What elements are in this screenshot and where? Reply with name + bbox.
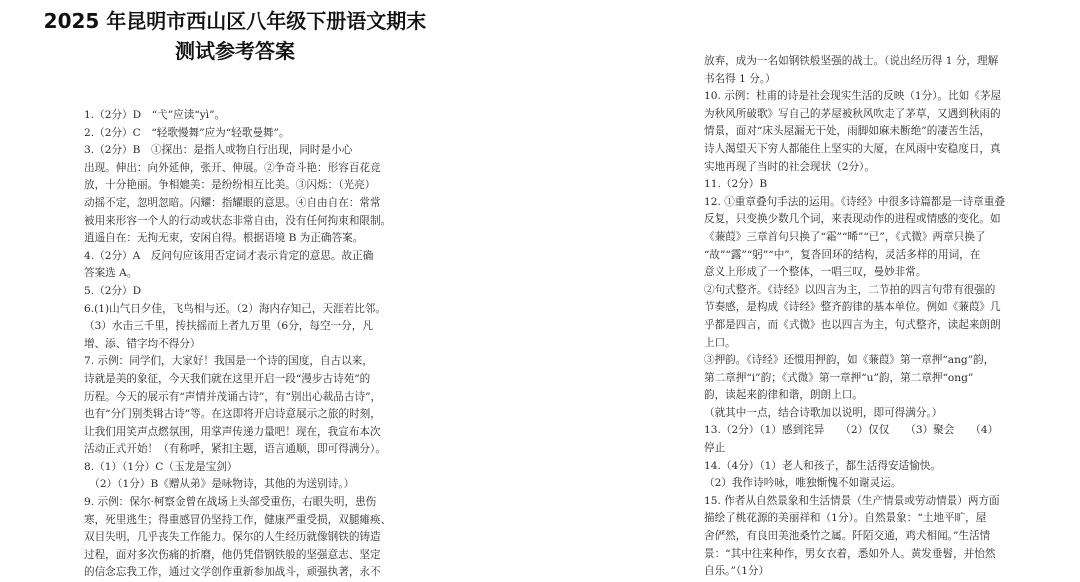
answer-text-line: （3）水击三千里，抟扶摇而上者九万里（6分，每空一分，凡	[84, 320, 373, 333]
answer-text-line: 意义上形成了一个整体，一唱三叹，曼妙非常。	[704, 266, 927, 279]
answer-text-line: 情景，面对“床头屋漏无干处，雨脚如麻未断绝”的凄苦生活，	[704, 125, 991, 138]
answer-text-line: 诗人渴望天下穷人都能住上坚实的大厦，在风雨中安稳度日，真	[704, 142, 1001, 155]
answer-text-line: 为秋风所破歌》写自己的茅屋被秋风吹走了茅草，又遇到秋雨的	[704, 107, 1001, 120]
answer-text-line: （2）我作诗吟咏，唯独惭愧不如谢灵运。	[704, 477, 902, 490]
answer-text-line: 3.（2分）B ①探出：是指人或物自行出现，同时是小心	[84, 144, 353, 157]
answer-text-line: 自乐。”（1分）	[704, 565, 770, 578]
answer-text-line: 诗就是美的象征，今天我们就在这里开启一段“漫步古诗苑”的	[84, 372, 371, 385]
answer-text-line: 增、添、错字均不得分）	[84, 337, 201, 350]
answer-text-line: 11.（2分）B	[704, 178, 768, 191]
answer-text-line: 寒，死里逃生；得重感冒仍坚持工作，健康严重受损，双腿瘫痪、	[84, 513, 392, 526]
answer-text-line: 9. 示例：保尔·柯察金曾在战场上头部受重伤，右眼失明，患伤	[84, 496, 377, 509]
answer-text-line: 放，十分艳丽。争相媲美：是纷纷相互比美。③闪烁：（光亮）	[84, 179, 376, 192]
left-answer-column	[84, 107, 396, 582]
answer-text-line: 答案选 A。	[84, 267, 138, 280]
answer-text-line: 舍俨然，有良田美池桑竹之属。阡陌交通，鸡犬相闻。”生活情	[704, 530, 991, 543]
answer-text-line: 的信念忘我工作，通过文学创作重新参加战斗，顽强执著，永不	[84, 566, 381, 579]
answer-text-line: 《蒹葭》三章首句只换了“霜”“晞”“已”，《式微》两章只换了	[704, 230, 986, 243]
right-answer-column	[704, 53, 1034, 581]
answer-text-line: 12. ①重章叠句手法的运用。《诗经》中很多诗篇都是一诗章重叠	[704, 195, 1005, 208]
answer-text-line: 韵，读起来韵律和谐，朗朗上口。	[704, 389, 863, 402]
answer-text-line: 6.(1)山气日夕佳，飞鸟相与还。（2）海内存知己，天涯若比邻。	[84, 302, 386, 315]
answer-text-line: 让我们用笑声点燃氛围，用掌声传递力量吧！现在，我宣布本次	[84, 425, 381, 438]
answer-text-line: （就其中一点，结合诗歌加以说明，即可得满分。）	[704, 406, 943, 419]
answer-text-line: 7. 示例：同学们，大家好！我国是一个诗的国度，自古以来，	[84, 355, 373, 368]
answer-text-line: 乎都是四言，而《式微》也以四言为主，句式整齐，读起来朗朗	[704, 318, 1001, 331]
answer-text-line: 也有“分门别类辑古诗”等。在这即将开启诗意展示之旅的时刻，	[84, 408, 381, 421]
answer-text-line: ③押韵。《诗经》还惯用押韵，如《蒹葭》第一章押“ang”韵，	[704, 354, 995, 367]
answer-text-line: 反复，只变换少数几个词，来表现动作的进程或情感的变化。如	[704, 213, 1001, 226]
answer-text-line: 实地再现了当时的社会现状（2分）。	[704, 160, 875, 173]
answer-text-line: 逍遥自在：无拘无束，安闲自得。根据语境 B 为正确答案。	[84, 232, 364, 245]
title-line-2: 测试参考答案	[175, 39, 295, 63]
answer-text-line: 上口。	[704, 336, 736, 349]
document-title	[20, 6, 450, 66]
answer-text-line: 14.（4分）（1）老人和孩子，都生活得安适愉快。	[704, 459, 941, 472]
answer-text-line: 停止	[704, 442, 726, 455]
answer-text-line: 动摇不定，忽明忽暗。闪耀：指耀眼的意思。④自由自在：常常	[84, 196, 381, 209]
answer-text-line: 2.（2分）C “轻歌慢舞”应为“轻歌曼舞”。	[84, 126, 290, 139]
answer-text-line: 第二章押“i”韵；《式微》第一章押“u”韵，第二章押“ong”	[704, 371, 974, 384]
answer-text-line: 被用来形容一个人的行动或状态非常自由，没有任何拘束和限制。	[84, 214, 392, 227]
answer-text-line: “故”“露”“躬”“中”，复沓回环的结构，灵活多样的用词，在	[704, 248, 981, 261]
title-line-1: 2025 年昆明市西山区八年级下册语文期末	[43, 9, 427, 33]
answer-text-line: 15. 作者从自然景象和生活情景（生产情景或劳动情景）两方面	[704, 494, 1000, 507]
answer-text-line: 13.（2分）（1）感到诧异 （2）仅仅 （3）聚会 （4）	[704, 424, 999, 437]
answer-text-line: （2）（1分）B《赠从弟》是咏物诗，其他的为送别诗。）	[84, 478, 355, 491]
answer-text-line: 出现。伸出：向外延伸，张开、伸展。②争奇斗艳：形容百花竞	[84, 161, 381, 174]
answer-text-line: 过程，面对多次伤痛的折磨，他仍凭借钢铁般的坚强意志、坚定	[84, 548, 381, 561]
answer-text-line: 描绘了桃花源的美丽祥和（1分）。自然景象：“土地平旷，屋	[704, 512, 987, 525]
answer-text-line: 1.（2分）D “弋”应读“yì”。	[84, 109, 226, 121]
answer-text-line: 双目失明，几乎丧失工作能力。保尔的人生经历就像钢铁的铸造	[84, 531, 381, 544]
answer-text-line: 8.（1）（1分）C（玉龙是宝剑）	[84, 460, 238, 473]
answer-text-line: 历程。今天的展示有“声情并茂诵古诗”，有“别出心裁品古诗”，	[84, 390, 382, 403]
answer-text-line: 4.（2分）A 反问句应该用否定词才表示肯定的意思。故正确	[84, 249, 374, 262]
answer-text-line: 节奏感，是构成《诗经》整齐韵律的基本单位。例如《蒹葭》几	[704, 301, 1001, 314]
answer-text-line: 书名得 1 分。）	[704, 72, 776, 85]
answer-text-line: 10. 示例：杜甫的诗是社会现实生活的反映（1分）。比如《茅屋	[704, 90, 1002, 103]
answer-text-line: 放弃，成为一名如钢铁般坚强的战士。（说出经历得 1 分，理解	[704, 55, 999, 67]
answer-text-line: ②句式整齐。《诗经》以四言为主，二节拍的四言句带有很强的	[704, 283, 996, 296]
answer-text-line: 活动正式开始！（有称呼，紧扣主题，语言通顺，即可得满分）。	[84, 443, 386, 456]
answer-text-line: 景：“其中往来种作，男女衣着，悉如外人。黄发垂髫，并怡然	[704, 547, 996, 560]
answer-text-line: 5.（2分）D	[84, 284, 142, 297]
